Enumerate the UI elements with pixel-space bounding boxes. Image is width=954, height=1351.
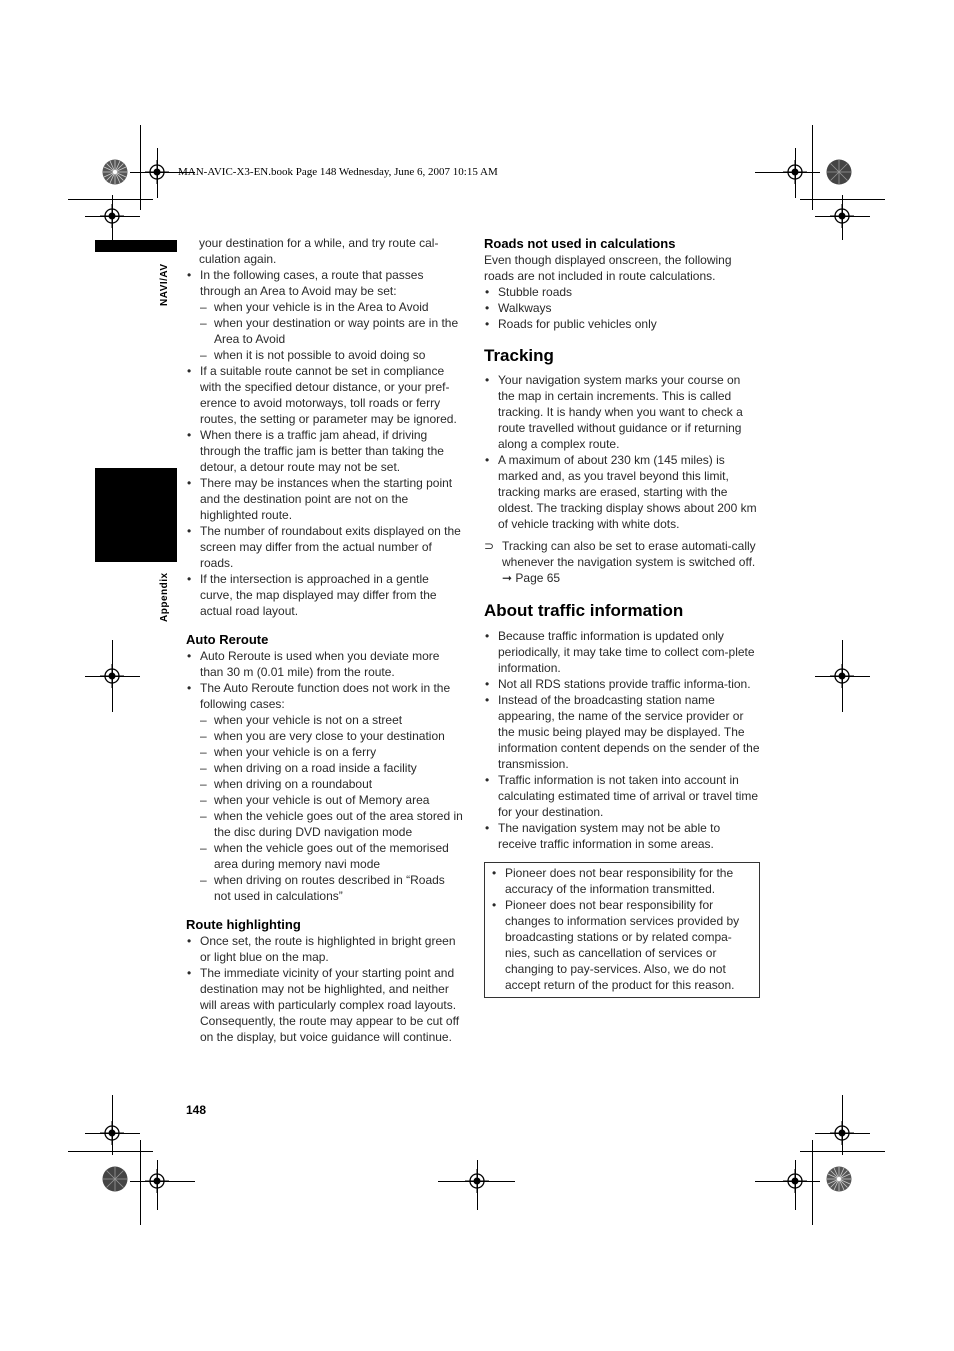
registration-mark-icon: [145, 160, 169, 184]
list-item: – when you are very close to your destination: [186, 728, 464, 744]
list-item: – when it is not possible to avoid doing so: [186, 347, 464, 363]
list-item: – when driving on a road inside a facility: [186, 760, 464, 776]
list-item: • Auto Reroute is used when you deviate more than 30 m (0.01 mile) from the route.: [186, 648, 464, 680]
list-item: • If a suitable route cannot be set in compliance with the specified detour distance, or your pref-erence to avoid motorways, toll roads or ferry routes, the setting or parameter may be ignored.: [186, 363, 464, 427]
list-item: • Instead of the broadcasting station name appearing, the name of the service provider or the music being played may be displayed. The information content depends on the sender of the transmission.: [484, 692, 760, 772]
roads-not-used-heading: Roads not used in calculations: [484, 236, 676, 251]
list-item: • The immediate vicinity of your starting point and destination may not be highlighted, and neither will areas with particularly complex road layouts. Consequently, the route may appear to be cut off on the display, but voice guidance will continue.: [186, 965, 464, 1045]
registration-mark-icon: [100, 204, 124, 228]
list-item: • Roads for public vehicles only: [484, 316, 760, 332]
list-item: • Not all RDS stations provide traffic informa-tion.: [484, 676, 760, 692]
roads-not-used-intro: Even though displayed onscreen, the following roads are not included in route calculations.: [484, 253, 732, 283]
registration-mark-icon: [100, 1121, 124, 1145]
list-item: • Pioneer does not bear responsibility for the accuracy of the information transmitted.: [491, 865, 753, 897]
navi-tab-bar: [95, 240, 177, 252]
list-item: – when your destination or way points are in the Area to Avoid: [186, 315, 464, 347]
list-item: • Once set, the route is highlighted in bright green or light blue on the map.: [186, 933, 464, 965]
tracking-heading: Tracking: [484, 346, 554, 365]
list-item: • If the intersection is approached in a gentle curve, the map displayed may differ from the actual road layout.: [186, 571, 464, 619]
color-wheel-icon: [826, 159, 852, 185]
list-item: – when your vehicle is in the Area to Avoid: [186, 299, 464, 315]
intro-continuation: your destination for a while, and try route cal-culation again.: [199, 236, 439, 266]
right-column: [484, 235, 760, 998]
list-item: – when your vehicle is out of Memory area: [186, 792, 464, 808]
list-item: • Because traffic information is updated only periodically, it may take time to collect com-plete information.: [484, 628, 760, 676]
list-item: • Traffic information is not taken into account in calculating estimated time of arrival or travel time for your destination.: [484, 772, 760, 820]
tracking-note-text: Tracking can also be set to erase automati-cally whenever the navigation system is switched off. ➞ Page 65: [502, 539, 756, 585]
registration-mark-icon: [783, 1169, 807, 1193]
registration-mark-icon: [830, 204, 854, 228]
registration-mark-icon: [830, 1121, 854, 1145]
list-item: • In the following cases, a route that passes through an Area to Avoid may be set:: [186, 267, 464, 299]
list-item: – when the vehicle goes out of the memorised area during memory navi mode: [186, 840, 464, 872]
list-item: • There may be instances when the starting point and the destination point are not on the highlighted route.: [186, 475, 464, 523]
list-item: • The number of roundabout exits displayed on the screen may differ from the actual number of roads.: [186, 523, 464, 571]
list-item: • Your navigation system marks your course on the map in certain increments. This is called tracking. It is handy when you want to check a route travelled without guidance or if returning along a complex route.: [484, 372, 760, 452]
color-wheel-icon: [102, 1166, 128, 1192]
left-column: [186, 235, 464, 1045]
list-item: – when your vehicle is on a ferry: [186, 744, 464, 760]
list-item: • The navigation system may not be able to receive traffic information in some areas.: [484, 820, 760, 852]
appendix-side-label: Appendix: [159, 572, 170, 622]
registration-mark-icon: [783, 160, 807, 184]
registration-mark-icon: [830, 664, 854, 688]
list-item: • The Auto Reroute function does not work in the following cases:: [186, 680, 464, 712]
disclaimer-box: [484, 862, 760, 998]
list-item: • Pioneer does not bear responsibility for changes to information services provided by broadcasting stations or by related compa-nies, such as cancellation of services or changing to pay-services. Also, we do not accept return of the product for this reason.: [491, 897, 753, 993]
list-item: – when driving on routes described in “Roads not used in calculations”: [186, 872, 464, 904]
book-info-header: MAN-AVIC-X3-EN.book Page 148 Wednesday, June 6, 2007 10:15 AM: [178, 166, 498, 178]
page-number: 148: [186, 1103, 207, 1117]
traffic-info-heading: About traffic information: [484, 601, 684, 620]
auto-reroute-heading: Auto Reroute: [186, 632, 269, 647]
list-item: • Walkways: [484, 300, 760, 316]
list-item: – when the vehicle goes out of the area stored in the disc during DVD navigation mode: [186, 808, 464, 840]
list-item: • When there is a traffic jam ahead, if driving through the traffic jam is better than taking the detour, a detour route may not be set.: [186, 427, 464, 475]
registration-mark-icon: [465, 1169, 489, 1193]
color-wheel-icon: [826, 1166, 852, 1192]
color-wheel-icon: [102, 159, 128, 185]
list-item: – when driving on a roundabout: [186, 776, 464, 792]
route-highlighting-heading: Route highlighting: [186, 917, 301, 932]
appendix-tab-bar: [95, 468, 177, 562]
registration-mark-icon: [145, 1169, 169, 1193]
list-item: – when your vehicle is not on a street: [186, 712, 464, 728]
navi-side-label: NAVI/AV: [159, 263, 170, 306]
tracking-note: [484, 538, 760, 586]
list-item: • A maximum of about 230 km (145 miles) is marked and, as you travel beyond this limit, tracking marks are erased, starting with the oldest. The tracking display shows about 200 km of vehicle tracking with white dots.: [484, 452, 760, 532]
list-item: • Stubble roads: [484, 284, 760, 300]
registration-mark-icon: [100, 664, 124, 688]
